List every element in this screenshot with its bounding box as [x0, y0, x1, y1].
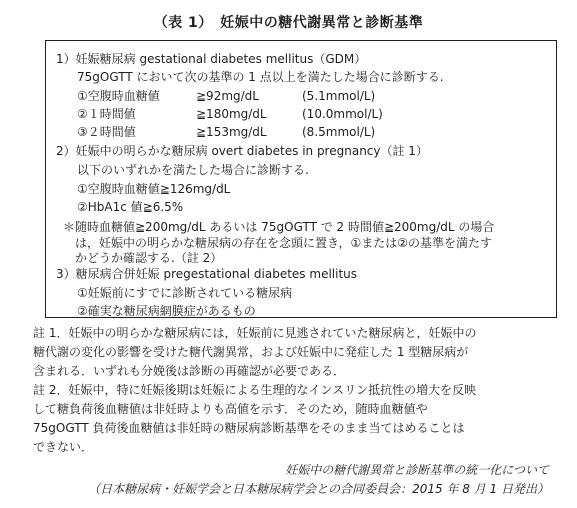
section-2-item: ①空腹時血糖値≧126mg/dL [77, 182, 231, 196]
source-title: 妊娠中の糖代謝異常と診断基準の統一化について [285, 463, 549, 477]
criterion-mmol: (8.5mmol/L) [302, 125, 376, 139]
section-2-note-line: ＊随時血糖値≧200mg/dL あるいは 75gOGTT で 2 時間値≧200mg/dL の場合 [63, 220, 495, 234]
section-1-description: 75gOGTT において次の基準の 1 点以上を満たした場合に診断する. [77, 70, 444, 84]
note-line: 註 2．妊娠中，特に妊娠後期は妊娠による生理的なインスリン抵抗性の増大を反映 [33, 383, 477, 397]
section-2-heading: 2）妊娠中の明らかな糖尿病 overt diabetes in pregnancy（註 1） [56, 144, 428, 158]
section-3-item: ①妊娠前にすでに診断されている糖尿病 [77, 286, 293, 300]
section-3-heading: 3）糖尿病合併妊娠 pregestational diabetes mellitus [56, 267, 358, 281]
section-2-item: ②HbA1c 値≧6.5% [77, 200, 184, 214]
section-1-heading: 1）妊娠糖尿病 gestational diabetes mellitus（GDM） [56, 52, 367, 66]
criterion-mgdl: ≧92mg/dL [196, 89, 259, 103]
note-line: して糖負荷後血糖値は非妊時よりも高値を示す．そのため，随時血糖値や [33, 402, 428, 416]
criterion-label: ①空腹時血糖値 [77, 89, 160, 103]
note-line: 含まれる．いずれも分娩後は診断の再確認が必要である． [33, 364, 346, 378]
criterion-mgdl: ≧153mg/dL [196, 125, 267, 139]
source-committee: （日本糖尿病・妊娠学会と日本糖尿病学会との合同委員会：2015 年 8 月 1 日発出） [88, 482, 549, 496]
table-title: （表 1） 妊娠中の糖代謝異常と診断基準 [153, 15, 424, 31]
note-line: できない． [33, 440, 94, 454]
section-3-item: ②確実な糖尿病網膜症があるもの [77, 304, 256, 318]
criterion-label: ③２時間値 [77, 125, 136, 139]
criterion-mmol: (10.0mmol/L) [302, 107, 383, 121]
criterion-mmol: (5.1mmol/L) [302, 89, 376, 103]
criterion-mgdl: ≧180mg/dL [196, 107, 267, 121]
section-2-note-line: は，妊娠中の明らかな糖尿病の存在を念頭に置き，①または②の基準を満たす [63, 236, 493, 250]
section-2-description: 以下のいずれかを満たした場合に診断する. [77, 163, 309, 177]
note-line: 糖代謝の変化の影響を受けた糖代謝異常，および妊娠中に発症した 1 型糖尿病が [33, 345, 469, 359]
criterion-label: ②１時間値 [77, 107, 136, 121]
note-line: 75gOGTT 負荷後血糖値は非妊時の糖尿病診断基準をそのまま当てはめることは [33, 421, 465, 435]
note-line: 註 1．妊娠中の明らかな糖尿病には，妊娠前に見逃されていた糖尿病と，妊娠中の [33, 326, 477, 340]
section-2-note-line: かどうか確認する.（註 2） [63, 251, 223, 265]
